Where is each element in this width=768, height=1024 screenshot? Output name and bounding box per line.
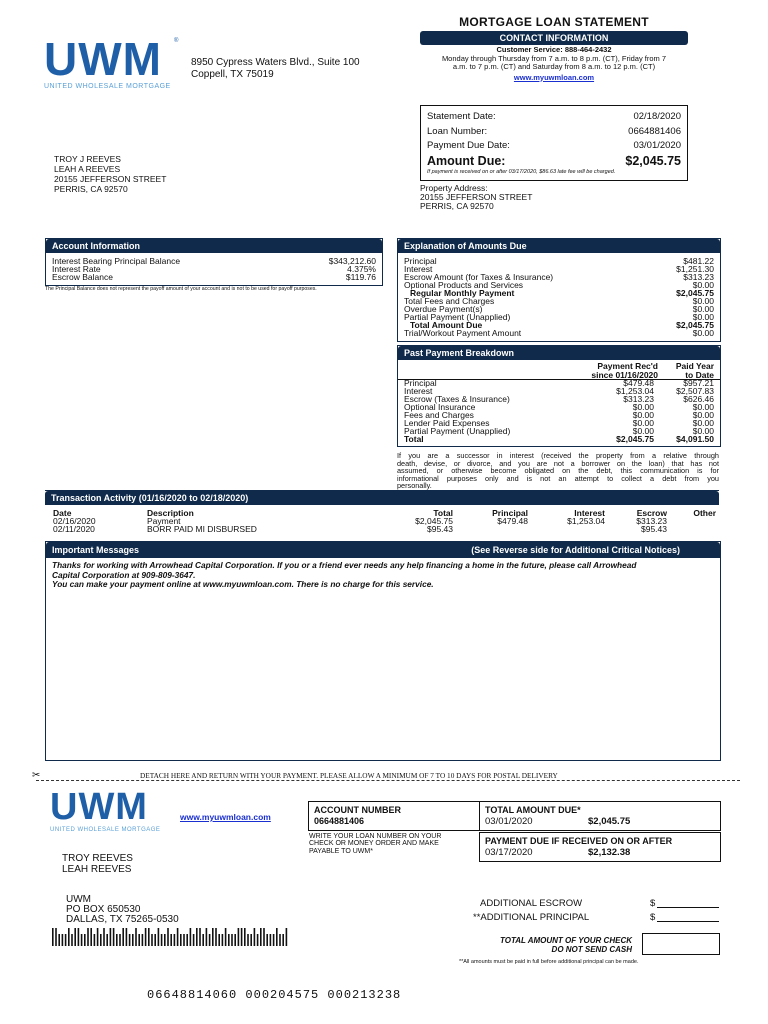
amount-due-label: Amount Due:: [427, 154, 506, 168]
contact-hours-line2: a.m. to 7 p.m. (CT) and Saturday from 8 a.m. to 12 p.m. (CT): [452, 62, 656, 71]
contact-info: [420, 46, 688, 82]
additional-principal-label: **ADDITIONAL PRINCIPAL: [473, 912, 590, 923]
coupon-borrower-line: TROY REEVES: [62, 853, 133, 864]
property-line2: PERRIS, CA 92570: [420, 201, 494, 211]
barcode-bar: [106, 934, 108, 946]
barcode-bar: [273, 934, 275, 946]
explanation-row-label: Partial Payment (Unapplied): [404, 312, 511, 322]
explanation-row-label: Overdue Payment(s): [404, 304, 483, 314]
txn-interest: $1,253.04: [567, 516, 605, 526]
explanation-header: Explanation of Amounts Due: [398, 239, 720, 253]
col-paid-year: [660, 362, 714, 379]
contact-website-link[interactable]: www.myuwmloan.com: [513, 72, 595, 82]
explanation-box: [397, 238, 721, 342]
past-payment-header: Past Payment Breakdown: [398, 346, 720, 360]
total-amount-due-box: [479, 801, 721, 831]
micr-line: 06648814060 000204575 000213238: [147, 988, 402, 1002]
total-amount-due-label: Total Amount Due: [410, 320, 483, 330]
explanation-row-value: $0.00: [692, 328, 714, 338]
barcode-bar: [138, 934, 140, 946]
txn-description: Payment: [147, 516, 181, 526]
col-payment-recd: [578, 362, 658, 379]
total-due-label: TOTAL AMOUNT DUE*: [485, 805, 581, 815]
barcode-bar: [279, 934, 281, 946]
borrower-address: [54, 154, 166, 194]
barcode-bar: [244, 928, 246, 946]
barcode-bar: [126, 928, 128, 946]
total-check-label: [460, 937, 632, 954]
account-row-label: Interest Bearing Principal Balance: [52, 256, 181, 266]
past-row-since: $479.48: [623, 378, 654, 388]
past-row-label: Optional Insurance: [404, 402, 476, 412]
barcode-bar: [206, 928, 208, 946]
barcode-bar: [122, 928, 124, 946]
barcode-bar: [170, 934, 172, 946]
explanation-row-label: Interest: [404, 264, 433, 274]
total-check-input[interactable]: [642, 933, 720, 955]
loan-number-value: 0664881406: [628, 126, 681, 137]
barcode-bar: [199, 928, 201, 946]
barcode-bar: [254, 928, 256, 946]
barcode-bar: [135, 928, 137, 946]
barcode-bar: [78, 928, 80, 946]
message-line: Thanks for working with Arrowhead Capital Corporation. If you or a friend ever needs any help financing a home in the future, please call Arrowhead: [52, 560, 637, 570]
total-check-line2: DO NOT SEND CASH: [551, 944, 632, 954]
barcode-bar: [202, 934, 204, 946]
account-row-label: Escrow Balance: [52, 272, 113, 282]
transaction-activity-box: [45, 490, 719, 537]
message-line: You can make your payment online at www.myuwmloan.com. There is no charge for this service.: [52, 579, 434, 589]
barcode-bar: [55, 928, 57, 946]
logo-subtitle: UNITED WHOLESALE MORTGAGE: [44, 83, 171, 90]
contact-hours-line1: Monday through Thursday from 7 a.m. to 8 p.m. (CT), Friday from 7: [441, 53, 667, 63]
additional-principal-footnote: **All amounts must be paid in full before additional principal can be made.: [459, 959, 639, 965]
barcode-graphic: [52, 928, 292, 946]
explanation-row-label: Optional Products and Services: [404, 280, 524, 290]
customer-service-phone: Customer Service: 888-464-2432: [496, 45, 612, 54]
col-paid-year-line2: to Date: [685, 369, 714, 380]
barcode-bar: [151, 934, 153, 946]
coupon-borrower: [62, 854, 133, 875]
col-other: Other: [693, 508, 716, 518]
total-amount-due-value: $2,045.75: [676, 320, 714, 330]
property-address: [420, 184, 532, 211]
account-note-line: WRITE YOUR LOAN NUMBER ON YOUR: [309, 833, 442, 840]
property-label: Property Address:: [420, 183, 488, 193]
past-row-label: Fees and Charges: [404, 410, 474, 420]
company-address-line2: Coppell, TX 75019: [191, 69, 274, 80]
remit-line: PO BOX 650530: [66, 904, 141, 915]
txn-description: BORR PAID MI DISBURSED: [147, 524, 257, 534]
barcode-bar: [68, 928, 70, 946]
uwm-logo: [44, 33, 179, 90]
coupon-website-link[interactable]: www.myuwmloan.com: [180, 812, 271, 822]
explanation-row-label: Escrow Amount (for Taxes & Insurance): [404, 272, 554, 282]
company-address: [191, 57, 360, 81]
statement-date-label: Statement Date:: [427, 111, 496, 122]
additional-escrow-dollar: $: [650, 898, 656, 909]
barcode-bar: [84, 934, 86, 946]
account-note-line: PAYABLE TO UWM*: [309, 847, 373, 855]
detach-line: [36, 780, 740, 781]
barcode-bar: [180, 934, 182, 946]
successor-line: death, devise, or divorce, and you are not a borrower on the loan) that has not: [397, 458, 719, 468]
barcode-bar: [100, 934, 102, 946]
barcode-bar: [225, 928, 227, 946]
barcode-bar: [196, 928, 198, 946]
barcode-bar: [52, 928, 54, 946]
postal-barcode: [52, 928, 292, 946]
txn-date: 02/16/2020: [53, 516, 96, 526]
past-row-since: $313.23: [623, 394, 654, 404]
message-line: Capital Corporation at 909-809-3647.: [52, 569, 196, 580]
txn-date: 02/11/2020: [53, 524, 95, 534]
barcode-bar: [164, 934, 166, 946]
amount-due-value: $2,045.75: [625, 154, 681, 168]
barcode-bar: [276, 928, 278, 946]
additional-principal-dollar: $: [650, 912, 656, 923]
past-row-since: $0.00: [632, 418, 654, 428]
explanation-row-value: $313.23: [683, 272, 714, 282]
total-due-amount: $2,045.75: [588, 816, 631, 827]
additional-escrow-input[interactable]: [657, 907, 719, 908]
barcode-bar: [177, 928, 179, 946]
past-row-ytd: $0.00: [692, 402, 714, 412]
past-row-ytd: $2,507.83: [676, 386, 714, 396]
coupon-borrower-line: LEAH REEVES: [62, 863, 132, 875]
barcode-bar: [212, 928, 214, 946]
successor-note: [397, 452, 719, 490]
barcode-bar: [183, 934, 185, 946]
barcode-bar: [215, 928, 217, 946]
scissors-icon: ✂: [32, 770, 41, 781]
past-row-since: $0.00: [632, 426, 654, 436]
col-principal: Principal: [492, 508, 528, 518]
borrower-line3: 20155 JEFFERSON STREET: [54, 174, 167, 184]
col-escrow: Escrow: [636, 508, 667, 518]
borrower-line4: PERRIS, CA 92570: [54, 184, 128, 194]
barcode-bar: [65, 934, 67, 946]
principal-balance-note: The Principal Balance does not represent the payoff amount of your account and is not to be used for payoff purposes.: [45, 286, 317, 292]
barcode-bar: [158, 928, 160, 946]
regular-monthly-payment-label: Regular Monthly Payment: [410, 288, 515, 298]
explanation-row-label: Total Fees and Charges: [404, 296, 495, 306]
explanation-row-value: $481.22: [683, 256, 714, 266]
past-row-label: Lender Paid Expenses: [404, 418, 490, 428]
col-payment-recd-line2: since 01/16/2020: [591, 369, 658, 380]
past-row-ytd: $0.00: [692, 418, 714, 428]
late-fee-note: If payment is received on or after 03/17/2020, $86.63 late fee will be charged.: [427, 169, 616, 175]
past-row-ytd: $0.00: [692, 426, 714, 436]
past-row-label: Principal: [404, 378, 437, 388]
remit-address: [66, 895, 179, 925]
account-row-label: Interest Rate: [52, 264, 101, 274]
logo-wordmark: UWM: [44, 33, 162, 85]
past-row-label: Partial Payment (Unapplied): [404, 426, 511, 436]
col-paid-year-line1: Paid Year: [675, 361, 714, 371]
coupon-logo-wordmark: UWM: [50, 786, 148, 828]
past-row-since: $0.00: [632, 410, 654, 420]
barcode-bar: [97, 928, 99, 946]
successor-line: personally.: [397, 481, 432, 491]
borrower-line1: TROY J REEVES: [54, 154, 121, 164]
regular-monthly-payment-value: $2,045.75: [676, 288, 714, 298]
barcode-bar: [266, 934, 268, 946]
contact-header: CONTACT INFORMATION: [420, 31, 688, 45]
barcode-bar: [238, 928, 240, 946]
successor-line: If you are a successor in interest (received the property from a relative through: [397, 451, 719, 460]
account-row-value: 4.375%: [347, 264, 376, 274]
property-line1: 20155 JEFFERSON STREET: [420, 192, 533, 202]
account-information-box: [45, 238, 383, 286]
explanation-row-value: $0.00: [692, 312, 714, 322]
barcode-bar: [90, 928, 92, 946]
past-row-since: $0.00: [632, 402, 654, 412]
txn-escrow: $313.23: [636, 516, 667, 526]
barcode-bar: [71, 934, 73, 946]
payment-due-label: Payment Due Date:: [427, 140, 510, 151]
additional-principal-input[interactable]: [657, 921, 719, 922]
transaction-activity-header: Transaction Activity (01/16/2020 to 02/18/2020): [45, 491, 719, 505]
barcode-bar: [174, 934, 176, 946]
past-total-label: Total: [404, 434, 424, 444]
barcode-bar: [241, 928, 243, 946]
important-messages-body: [52, 561, 714, 590]
barcode-bar: [167, 928, 169, 946]
col-date: Date: [53, 508, 72, 518]
account-number-value: 0664881406: [314, 816, 365, 826]
account-note-line: CHECK OR MONEY ORDER AND MAKE: [309, 840, 439, 848]
barcode-bar: [129, 934, 131, 946]
col-description: Description: [147, 508, 194, 518]
important-messages-box: [45, 541, 721, 761]
additional-escrow-label: ADDITIONAL ESCROW: [480, 898, 583, 909]
barcode-bar: [62, 934, 64, 946]
barcode-bar: [286, 928, 288, 946]
barcode-bar: [282, 934, 284, 946]
important-messages-note: (See Reverse side for Additional Critical Notices): [471, 545, 680, 555]
explanation-row-value: $1,251.30: [676, 264, 714, 274]
barcode-bar: [110, 928, 112, 946]
total-due-date: 03/01/2020: [485, 816, 533, 827]
barcode-bar: [209, 934, 211, 946]
barcode-bar: [260, 928, 262, 946]
barcode-bar: [186, 934, 188, 946]
late-payment-label: PAYMENT DUE IF RECEIVED ON OR AFTER: [485, 836, 673, 846]
barcode-bar: [247, 934, 249, 946]
late-payment-amount: $2,132.38: [588, 847, 631, 858]
coupon-uwm-logo: [50, 788, 160, 833]
barcode-bar: [190, 928, 192, 946]
barcode-bar: [222, 934, 224, 946]
barcode-bar: [228, 934, 230, 946]
successor-line: assumed, or otherwise become obligated on the debt, this communication is for: [397, 466, 719, 476]
statement-summary-box: [420, 105, 688, 181]
barcode-bar: [161, 934, 163, 946]
total-check-line1: TOTAL AMOUNT OF YOUR CHECK: [500, 936, 632, 945]
barcode-bar: [58, 934, 60, 946]
txn-total: $95.43: [427, 524, 453, 534]
account-row-value: $119.76: [345, 272, 376, 282]
loan-number-label: Loan Number:: [427, 126, 488, 137]
account-number-label: ACCOUNT NUMBER: [314, 805, 401, 815]
col-total: Total: [433, 508, 453, 518]
registered-mark: ®: [174, 38, 179, 44]
explanation-row-label: Trial/Workout Payment Amount: [404, 328, 522, 338]
important-messages-title: Important Messages: [52, 545, 140, 555]
company-address-line1: 8950 Cypress Waters Blvd., Suite 100: [191, 57, 360, 68]
past-row-ytd: $626.46: [683, 394, 714, 404]
barcode-bar: [263, 928, 265, 946]
barcode-bar: [154, 934, 156, 946]
explanation-row-value: $0.00: [692, 296, 714, 306]
barcode-bar: [113, 928, 115, 946]
coupon-logo-subtitle: UNITED WHOLESALE MORTGAGE: [50, 827, 161, 833]
txn-principal: $479.48: [497, 516, 528, 526]
past-total-ytd: $4,091.50: [676, 434, 714, 444]
barcode-bar: [231, 934, 233, 946]
remit-line: UWM: [66, 894, 91, 905]
past-row-label: Interest: [404, 386, 433, 396]
barcode-bar: [81, 934, 83, 946]
barcode-bar: [116, 934, 118, 946]
successor-line: informational purposes only and is not an attempt to collect a debt from you: [397, 473, 719, 483]
statement-title: MORTGAGE LOAN STATEMENT: [459, 15, 649, 29]
barcode-bar: [87, 928, 89, 946]
late-payment-box: [479, 832, 721, 862]
barcode-bar: [132, 934, 134, 946]
barcode-bar: [74, 928, 76, 946]
account-number-note: [309, 833, 441, 855]
payment-due-value: 03/01/2020: [633, 140, 681, 151]
explanation-row-value: $0.00: [692, 304, 714, 314]
barcode-bar: [257, 934, 259, 946]
statement-date-value: 02/18/2020: [633, 111, 681, 122]
past-row-since: $1,253.04: [616, 386, 654, 396]
late-payment-date: 03/17/2020: [485, 847, 533, 858]
barcode-bar: [270, 934, 272, 946]
account-number-box: [308, 801, 480, 831]
past-total-since: $2,045.75: [616, 434, 654, 444]
barcode-bar: [119, 934, 121, 946]
account-information-header: Account Information: [46, 239, 382, 253]
txn-total: $2,045.75: [415, 516, 453, 526]
barcode-bar: [148, 928, 150, 946]
remit-line: DALLAS, TX 75265-0530: [66, 914, 179, 925]
detach-instructions: DETACH HERE AND RETURN WITH YOUR PAYMENT. PLEASE ALLOW A MINIMUM OF 7 TO 10 DAYS FOR POSTAL DELIVERY: [140, 771, 558, 780]
important-messages-header: [46, 542, 720, 558]
txn-escrow: $95.43: [641, 524, 667, 534]
barcode-bar: [103, 928, 105, 946]
barcode-bar: [145, 928, 147, 946]
barcode-bar: [142, 934, 144, 946]
barcode-bar: [193, 934, 195, 946]
past-payment-box: [397, 345, 721, 447]
barcode-bar: [218, 934, 220, 946]
explanation-row-value: $0.00: [692, 280, 714, 290]
barcode-bar: [234, 934, 236, 946]
account-row-value: $343,212.60: [328, 256, 376, 266]
past-row-label: Escrow (Taxes & Insurance): [404, 394, 510, 404]
explanation-row-label: Principal: [404, 256, 437, 266]
col-interest: Interest: [574, 508, 605, 518]
past-row-ytd: $957.21: [683, 378, 714, 388]
past-row-ytd: $0.00: [692, 410, 714, 420]
barcode-bar: [94, 934, 96, 946]
borrower-line2: LEAH A REEVES: [54, 164, 121, 174]
barcode-bar: [250, 934, 252, 946]
col-payment-recd-line1: Payment Rec'd: [597, 361, 658, 371]
